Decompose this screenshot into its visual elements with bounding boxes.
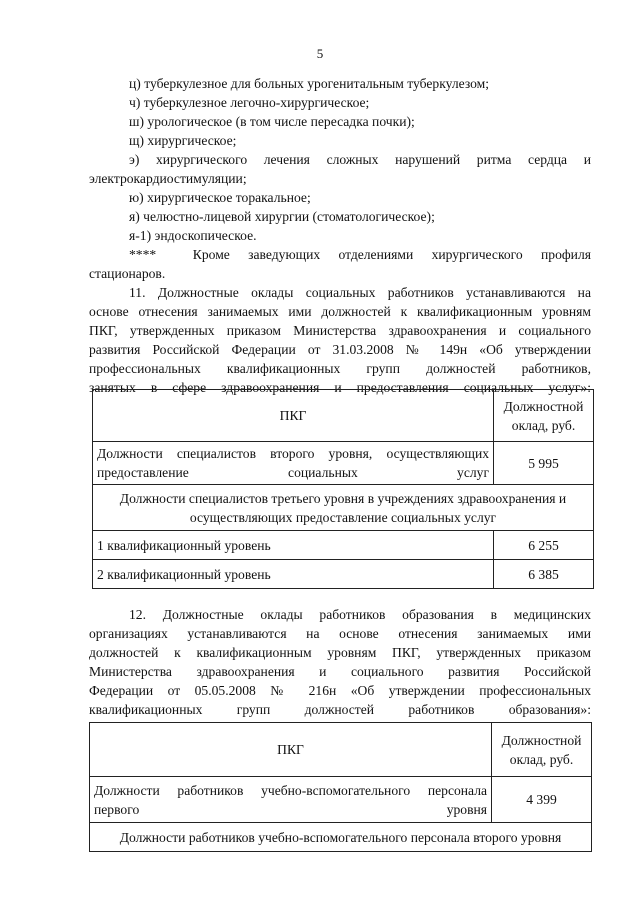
paragraph-12-line: организациях устанавливаются на основе отнесения занимаемых ими [89, 626, 591, 641]
table-row-value: 4 399 [492, 777, 592, 823]
list-item: я) челюстно-лицевой хирургии (стоматологическое); [129, 209, 435, 224]
paragraph-11-line: основе отнесения занимаемых ими должностей к квалификационным уровням [89, 304, 591, 319]
paragraph-11-line: ПКГ, утвержденных приказом Министерства здравоохранения и социального [89, 323, 591, 338]
table-header-salary: Должностной оклад, руб. [492, 723, 592, 777]
page-number: 5 [316, 46, 324, 61]
list-item: ш) урологическое (в том числе пересадка почки); [129, 114, 415, 129]
list-item: э) хирургического лечения сложных нарушений ритма сердца и [129, 152, 591, 167]
list-item: я-1) эндоскопическое. [129, 228, 257, 243]
paragraph-11-line: 11. Должностные оклады социальных работников устанавливаются на [129, 285, 591, 300]
paragraph-11-line: развития Российской Федерации от 31.03.2008 № 149н «Об утверждении [89, 342, 591, 357]
table-header-salary: Должностной оклад, руб. [494, 390, 594, 442]
list-item: ц) туберкулезное для больных урогенитальным туберкулезом; [129, 76, 490, 91]
list-item: ю) хирургическое торакальное; [129, 190, 311, 205]
footnote-text: **** Кроме заведующих отделениями хирургического профиля [129, 247, 591, 262]
paragraph-12-line: квалификационных групп должностей работников образования»: [89, 702, 591, 717]
table-row-label: 1 квалификационный уровень [93, 531, 494, 560]
paragraph-12-line: должностей к квалификационным уровням ПКГ, утвержденных приказом [89, 645, 591, 660]
list-item: электрокардиостимуляции; [89, 171, 247, 186]
salary-table-social [92, 389, 594, 589]
list-item: щ) хирургическое; [129, 133, 237, 148]
list-item: ч) туберкулезное легочно-хирургическое; [129, 95, 370, 110]
table-group-label: Должности работников учебно-вспомогательного персонала второго уровня [90, 823, 592, 852]
table-row-value: 5 995 [494, 442, 594, 485]
table-row-value: 6 255 [494, 531, 594, 560]
table-row-label: Должности работников учебно-вспомогательного персонала первого уровня [90, 777, 492, 823]
salary-table-education [89, 722, 592, 852]
paragraph-11-line: занятых в сфере здравоохранения и предоставления социальных услуг»: [89, 380, 591, 395]
paragraph-12-line: Министерства здравоохранения и социального развития Российской [89, 664, 591, 679]
footnote-text: стационаров. [89, 266, 166, 281]
table-row-label: Должности специалистов второго уровня, осуществляющих предоставление социальных услуг [93, 442, 494, 485]
table-row-label: 2 квалификационный уровень [93, 560, 494, 589]
paragraph-12-line: Федерации от 05.05.2008 № 216н «Об утверждении профессиональных [89, 683, 591, 698]
paragraph-11-line: профессиональных квалификационных групп должностей работников, [89, 361, 591, 376]
paragraph-12-line: 12. Должностные оклады работников образования в медицинских [129, 607, 591, 622]
table-header-pkg: ПКГ [93, 390, 494, 442]
table-row-value: 6 385 [494, 560, 594, 589]
table-header-pkg: ПКГ [90, 723, 492, 777]
table-group-label: Должности специалистов третьего уровня в учреждениях здравоохранения и осуществляющих предоставление социальных услуг [93, 485, 594, 531]
